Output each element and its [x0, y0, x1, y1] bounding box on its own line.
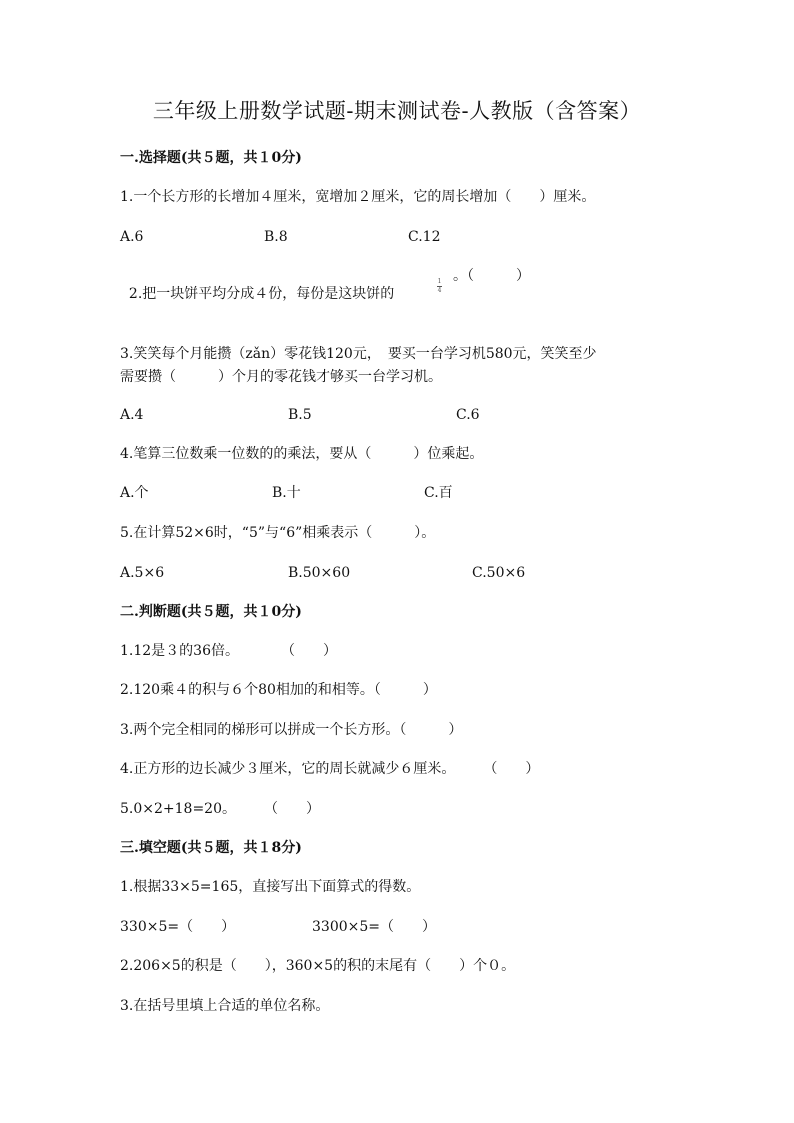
fill-question-1: 1.根据33×5=165，直接写出下面算式的得数。: [120, 879, 421, 895]
question-1-4: 4.笔算三位数乘一位数的的乘法，要从（ ）位乘起。: [120, 446, 484, 462]
option-b: B.8: [264, 229, 288, 245]
section-heading-judgment: 二.判断题(共５题，共１0分): [120, 604, 302, 620]
option-b: B.50×60: [288, 565, 351, 581]
option-c: C.12: [408, 229, 441, 245]
fill-question-2: 2.206×5的积是（ ），360×5的积的末尾有（ ）个０。: [120, 958, 516, 974]
judgment-item-1: 1.12是３的36倍。 （ ）: [120, 643, 337, 659]
option-c: C.50×6: [472, 565, 526, 581]
option-a: A.个: [120, 485, 149, 501]
question-1-2: [120, 267, 394, 303]
question-1-1: 1.一个长方形的长增加４厘米，宽增加２厘米，它的周长增加（ ）厘米。: [120, 189, 596, 205]
option-a: A.6: [120, 229, 144, 245]
fraction-denominator: 4: [437, 287, 442, 294]
option-b: B.十: [272, 485, 301, 501]
section-heading-choice: 一.选择题(共５题，共１0分): [120, 150, 302, 166]
option-a: A.4: [120, 407, 144, 423]
fill-question-1-part-1: 330×5=（ ）: [120, 919, 236, 935]
option-a: A.5×6: [120, 565, 165, 581]
option-c: C.6: [456, 407, 480, 423]
fraction-numerator: 1: [437, 278, 442, 285]
option-b: B.5: [288, 407, 312, 423]
question-1-3-line2: 需要攒（ ）个月的零花钱才够买一台学习机。: [120, 369, 442, 385]
judgment-item-3: 3.两个完全相同的梯形可以拼成一个长方形。（ ）: [120, 722, 463, 738]
question-1-5: 5.在计算52×6时，“5”与“6”相乘表示（ ）。: [120, 525, 436, 541]
question-1-3-line1: 3.笑笑每个月能攒（zǎn）零花钱120元， 要买一台学习机580元，笑笑至少: [120, 346, 597, 362]
fraction-one-quarter: [437, 279, 442, 294]
question-1-2-text: 2.把一块饼平均分成４份，每份是这块饼的: [128, 286, 395, 302]
fill-question-1-part-2: 3300×5=（ ）: [312, 919, 436, 935]
fill-question-3: 3.在括号里填上合适的单位名称。: [120, 998, 330, 1014]
page-title: 三年级上册数学试题-期末测试卷-人教版（含答案）: [152, 99, 642, 123]
option-c: C.百: [424, 485, 453, 501]
judgment-item-5: 5.0×2+18=20。 （ ）: [120, 801, 320, 817]
section-heading-fill-in: 三.填空题(共５题，共１8分): [120, 840, 302, 856]
judgment-item-4: 4.正方形的边长减少３厘米，它的周长就减少６厘米。 （ ）: [120, 761, 540, 777]
judgment-item-2: 2.120乘４的积与６个80相加的和相等。（ ）: [120, 682, 437, 698]
question-1-2-tail: 。（ ）: [453, 268, 530, 284]
